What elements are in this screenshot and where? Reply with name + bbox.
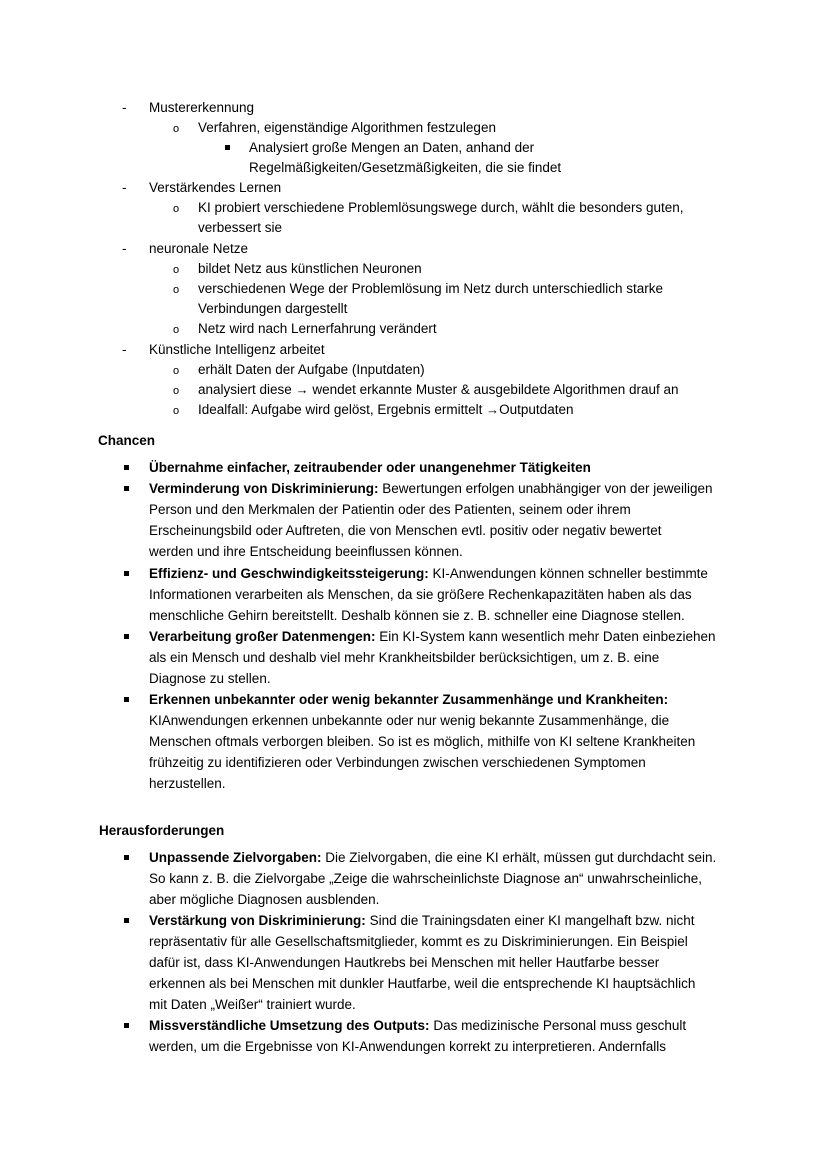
sub-item-cont: verbessert sie: [198, 220, 283, 235]
sub-item: Verfahren, eigenständige Algorithmen festzulegen: [198, 120, 496, 135]
subsub-item: Analysiert große Mengen an Daten, anhand der: [249, 140, 535, 155]
circle-bullet: o: [173, 123, 180, 135]
sub-item: verschiedenen Wege der Problemlösung im Netz durch unterschiedlich starke: [198, 281, 663, 296]
bold-term: Verminderung von Diskriminierung:: [149, 481, 379, 496]
text: analysiert diese: [198, 382, 296, 397]
chancen-item-cont: werden und ihre Entscheidung beeinflussen können.: [149, 544, 463, 559]
text: Die Zielvorgaben, die eine KI erhält, müssen gut durchdacht sein.: [321, 850, 717, 865]
square-bullet-icon: [124, 918, 129, 923]
arrow-right-icon: →: [486, 402, 500, 417]
chancen-item-cont: KIAnwendungen erkennen unbekannte oder nur wenig bekannte Zusammenhänge, die: [149, 713, 670, 728]
chancen-item-cont: Person und den Merkmalen der Patientin oder des Patienten, seinem oder ihrem: [149, 502, 631, 517]
text: wendet erkannte Muster & ausgebildete Algorithmen drauf an: [308, 382, 679, 397]
dash-marker: -: [122, 342, 127, 357]
chancen-item-cont: Diagnose zu stellen.: [149, 671, 271, 686]
bold-term: Unpassende Zielvorgaben:: [149, 850, 322, 865]
herausforderungen-item-cont: mit Daten „Weißer“ trainiert wurde.: [149, 997, 356, 1012]
sub-item: Netz wird nach Lernerfahrung verändert: [198, 321, 437, 336]
text: Das medizinische Personal muss geschult: [429, 1018, 687, 1033]
dash-marker: -: [122, 100, 127, 115]
section-heading-chancen: Chancen: [98, 433, 156, 448]
circle-bullet: o: [173, 264, 180, 276]
arrow-right-icon: →: [295, 382, 309, 397]
square-bullet-icon: [124, 571, 129, 576]
bold-term: Verarbeitung großer Datenmengen:: [149, 629, 376, 644]
square-bullet-icon: [124, 634, 129, 639]
square-bullet-icon: [124, 465, 129, 470]
square-bullet-icon: [225, 145, 230, 150]
sub-item: bildet Netz aus künstlichen Neuronen: [198, 261, 422, 276]
sub-item-cont: Verbindungen dargestellt: [198, 301, 348, 316]
sub-item-arrow: [198, 400, 573, 420]
chancen-item: [149, 458, 591, 478]
bold-term: Verstärkung von Diskriminierung:: [149, 913, 366, 928]
chancen-item-cont: menschliche Gehirn bereitstellt. Deshalb können sie z. B. schneller eine Diagnose stellen.: [149, 608, 685, 623]
dash-marker: -: [122, 241, 127, 256]
sub-item-arrow: [198, 380, 679, 400]
circle-bullet: o: [173, 385, 180, 397]
chancen-item-cont: als ein Mensch und deshalb viel mehr Krankheitsbilder berücksichtigen, um z. B. eine: [149, 650, 660, 665]
dash-marker: -: [122, 180, 127, 195]
square-bullet-icon: [124, 855, 129, 860]
chancen-item: [149, 690, 668, 710]
circle-bullet: o: [173, 203, 180, 215]
bold-term: Missverständliche Umsetzung des Outputs:: [149, 1018, 430, 1033]
outline-item-neuronale-netze: neuronale Netze: [149, 241, 249, 256]
section-heading-herausforderungen: Herausforderungen: [99, 823, 225, 838]
chancen-item-cont: frühzeitig zu identifizieren oder Verbindungen zwischen verschiedenen Symptomen: [149, 755, 646, 770]
chancen-item-cont: herzustellen.: [149, 776, 226, 791]
text: Idealfall: Aufgabe wird gelöst, Ergebnis ermittelt: [198, 402, 487, 417]
bold-term: Effizienz- und Geschwindigkeitssteigerung:: [149, 566, 429, 581]
square-bullet-icon: [124, 486, 129, 491]
herausforderungen-item-cont: aber mögliche Diagnosen ausblenden.: [149, 892, 380, 907]
herausforderungen-item-cont: So kann z. B. die Zielvorgabe „Zeige die wahrscheinlichste Diagnose an“ unwahrscheinliche,: [149, 871, 703, 886]
text: Bewertungen erfolgen unabhängiger von der jeweiligen: [378, 481, 713, 496]
outline-item-ki-arbeitet: Künstliche Intelligenz arbeitet: [149, 342, 325, 357]
circle-bullet: o: [173, 365, 180, 377]
chancen-item-cont: Menschen oftmals verborgen bleiben. So ist es möglich, mithilfe von KI seltene Krankheiten: [149, 734, 696, 749]
text: Ein KI-System kann wesentlich mehr Daten einbeziehen: [375, 629, 716, 644]
sub-item: erhält Daten der Aufgabe (Inputdaten): [198, 362, 425, 377]
circle-bullet: o: [173, 324, 180, 336]
circle-bullet: o: [173, 405, 180, 417]
herausforderungen-item-cont: repräsentativ für alle Gesellschaftsmitglieder, kommt es zu Diskriminierungen. Ein Beispiel: [149, 934, 688, 949]
herausforderungen-item-cont: dafür ist, dass KI-Anwendungen Hautkrebs bei Menschen mit heller Hautfarbe besser: [149, 955, 660, 970]
herausforderungen-item: [149, 848, 716, 868]
chancen-item-cont: Informationen verarbeiten als Menschen, da sie größere Rechenkapazitäten haben als das: [149, 587, 692, 602]
bold-term: Erkennen unbekannter oder wenig bekannter Zusammenhänge und Krankheiten:: [149, 692, 669, 707]
chancen-item: [149, 564, 708, 584]
herausforderungen-item: [149, 1016, 686, 1036]
subsub-item-cont: Regelmäßigkeiten/Gesetzmäßigkeiten, die sie findet: [249, 160, 562, 175]
outline-item-mustererkennung: Mustererkennung: [149, 100, 255, 115]
sub-item: KI probiert verschiedene Problemlösungswege durch, wählt die besonders guten,: [198, 200, 684, 215]
outline-item-verstaerkendes-lernen: Verstärkendes Lernen: [149, 180, 282, 195]
chancen-item: [149, 627, 715, 647]
text: Sind die Trainingsdaten einer KI mangelhaft bzw. nicht: [365, 913, 695, 928]
text: Outputdaten: [499, 402, 574, 417]
square-bullet-icon: [124, 697, 129, 702]
text: KI-Anwendungen können schneller bestimmte: [428, 566, 708, 581]
circle-bullet: o: [173, 284, 180, 296]
herausforderungen-item-cont: werden, um die Ergebnisse von KI-Anwendungen korrekt zu interpretieren. Andernfalls: [149, 1039, 667, 1054]
chancen-item-cont: Erscheinungsbild oder Auftreten, die von Menschen evtl. positiv oder negativ bewertet: [149, 523, 662, 538]
herausforderungen-item: [149, 911, 695, 931]
chancen-item: [149, 479, 713, 499]
bold-term: Übernahme einfacher, zeitraubender oder unangenehmer Tätigkeiten: [149, 460, 591, 475]
square-bullet-icon: [124, 1023, 129, 1028]
herausforderungen-item-cont: erkennen als bei Menschen mit dunkler Hautfarbe, weil die entsprechende KI hauptsächlich: [149, 976, 696, 991]
